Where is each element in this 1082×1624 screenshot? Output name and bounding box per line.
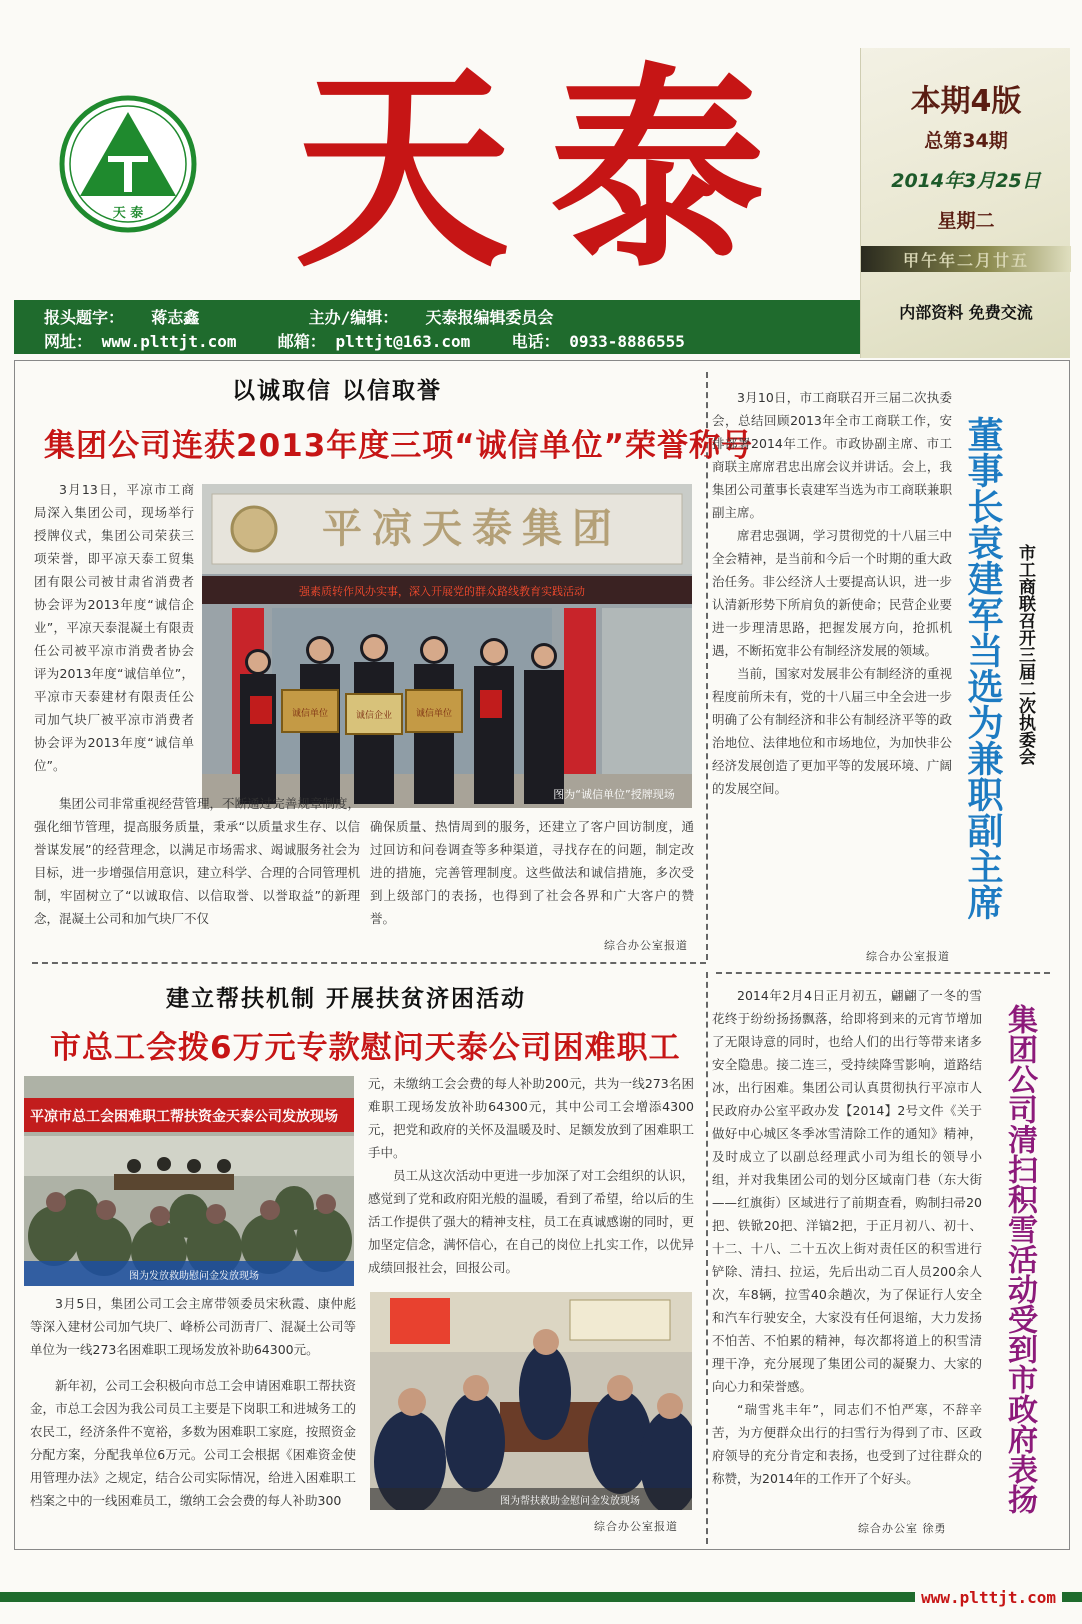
section-separator-right: [716, 972, 1050, 974]
lunar-date: 甲午年二月廿五: [902, 251, 1029, 270]
article3-para4-text: 员工从这次活动中更进一步加深了对工会组织的认识，感觉到了党和政府阳光般的温暖，看到了希望，给以后的生活工作提供了强大的精神支柱，员工在真诚感谢的同时，更加坚定信念，满怀信心，在自己的岗位上扎实工作，以优异成绩回报社会，回报公司。: [368, 1168, 694, 1275]
photo-plaque-1: 诚信单位: [291, 709, 329, 719]
article2-para2: 席君忠强调，学习贯彻党的十八届三中全会精神，是当前和今后一个时期的重大政治任务。非公经济人士要提高认识，进一步认清新形势下所肩负的新使命；民营企业要进一步理清思路，把握发展方向，抢抓机遇，不断拓宽非公有制经济发展的领域。: [712, 528, 952, 658]
article1-photo-caption: 图为“诚信单位”授牌现场: [553, 788, 675, 801]
internal-note: 内部资料 免费交流: [899, 303, 1033, 322]
photo1-banner: 平凉市总工会困难职工帮扶资金天泰公司发放现场: [30, 1109, 338, 1125]
article3-para2: [30, 1374, 356, 1542]
article2-vertical-headline: 董事长袁建军当选为兼职副主席: [962, 416, 1003, 920]
article1-para2-cont: [370, 815, 694, 930]
company-logo: [58, 94, 198, 234]
phone: 0933-8886555: [569, 332, 685, 351]
article1-signature: 综合办公室报道: [604, 939, 688, 952]
masthead-info-bar: [14, 300, 860, 354]
logo-text: 天 泰: [112, 206, 144, 221]
article3-para3-text: 元，未缴纳工会会费的每人补助200元，共为一线273名困难职工现场发放补助64300元，其中公司工会增添4300元，把党和政府的关怀及温暖及时、足额发放到了困难职工手中。: [368, 1076, 694, 1160]
article1-para2a-text: 集团公司非常重视经营管理，不断通过完善规章制度，强化细节管理，提高服务质量，秉承“以质量求生存、以信誉谋发展”的经营理念，以满足市场需求、竭诚服务社会为目标，进一步增强信用意识，建立科学、合理的合同管理机制，牢固树立了“以诚取信、以信取誉、以誉取益”的新理念，混凝土公司和加气块厂不仅: [34, 796, 360, 926]
issue-date: 2014年3月25日: [891, 170, 1041, 192]
article2-para1: 3月10日，市工商联召开三届二次执委会，总结回顾2013年全市工商联工作，安排部署2014年工作。市政协副主席、市工商联主席席君忠出席会议并讲话。会上，我集团公司董事长袁建军当选为市工商联兼职副主席。: [712, 390, 952, 520]
section-separator-left: [32, 962, 706, 964]
article2-vertical-subheadline: 市工商联召开三届二次执委会: [1015, 544, 1035, 765]
photo-sign-text: 平凉天泰集团: [322, 505, 622, 552]
article1-kicker: 以诚取信 以信取誉: [232, 378, 443, 404]
title-writer: 蒋志鑫: [151, 308, 200, 327]
editor-label: 主办/编辑：: [308, 308, 399, 327]
editor: 天泰报编辑委员会: [425, 308, 554, 327]
article1-photo: [202, 484, 692, 808]
column-separator-bottom: [706, 972, 708, 1544]
newspaper-title: [270, 40, 830, 280]
article2-signature: 综合办公室报道: [866, 950, 950, 963]
article3-headline: 市总工会拨6万元专款慰问天泰公司困难职工: [50, 1030, 681, 1066]
article3-signature: 综合办公室报道: [594, 1520, 678, 1533]
article3-kicker: 建立帮扶机制 开展扶贫济困活动: [166, 986, 527, 1012]
article4-para2: “瑞雪兆丰年”，同志们不怕严寒，不辞辛苦，为方便群众出行的扫雪行为得到了市、区政府领导的充分肯定和表扬，也受到了过往群众的称赞，为2014年的工作开了个好头。: [712, 1402, 982, 1486]
article1-headline: 集团公司连获2013年度三项“诚信单位”荣誉称号: [44, 428, 754, 464]
website-label: 网址：: [44, 332, 93, 351]
article2-para3: 当前，国家对发展非公有制经济的重视程度前所未有，党的十八届三中全会进一步明确了公有制经济和非公有制经济平等的政治地位、法律地位和市场地位，为加快非公经济发展创造了更加平等的发展环境、广阔的发展空间。: [712, 666, 952, 796]
article1-para2: [34, 792, 360, 952]
article1-para2b-text: 确保质量、热情周到的服务，还建立了客户回访制度，通过回访和问卷调查等多种渠道，寻找存在的问题，制定改进的措施，完善管理制度。这些做法和诚信措施，多次受到上级部门的表扬，也得到了社会各界和广大客户的赞誉。: [370, 819, 694, 926]
article4-para1: 2014年2月4日正月初五，翩翩了一冬的雪花终于纷纷扬扬飘落，给即将到来的元宵节增加了无限诗意的同时，也给人们的出行等带来诸多安全隐患。接二连三，受持续降雪影响，道路结冰，出行困难。集团公司认真贯彻执行平凉市人民政府办公室平政办发【2014】2号文件《关于做好中心城区冬季冰雪清除工作的通知》精神，及时成立了以副总经理武小司为组长的领导小组，并对我集团公司的划分区域南门巷（东大街——红旗街）区域进行了前期查看，购制扫帚20把、铁锨20把、洋镐2把，于正月初八、初十、十二、十八、二十五次上街对责任区的积雪进行铲除、清扫、拉运，先后出动二百人员200余人次，车8辆，拉雪40余趟次，为了保证行人安全和汽车行驶安全，大家没有任何退缩，大力发扬不怕苦、不怕累的精神，每次都将道上的积雪清理干净，充分展现了集团公司的凝聚力、大家的向心力和荣誉感。: [712, 988, 982, 1394]
article3-para3: [368, 1072, 694, 1282]
issue-total: 总第34期: [924, 130, 1008, 152]
article4-vertical-headline: 集团公司清扫积雪活动受到市政府表扬: [1002, 1004, 1037, 1514]
article4-text: [712, 984, 982, 1524]
info-line-1: [44, 305, 554, 328]
article3-photo2-art: [370, 1292, 692, 1510]
article1-para1: [34, 478, 194, 783]
issue-info-box: [860, 48, 1070, 358]
article4-signature: 综合办公室 徐勇: [858, 1522, 947, 1535]
article3-para1-text: 3月5日，集团公司工会主席带领委员宋秋霞、康仲彪等深入建材公司加气块厂、峰桥公司沥青厂、混凝土公司等单位为一线273名困难职工现场发放补助64300元。: [30, 1296, 356, 1357]
title-calligraphy: 天泰: [295, 43, 805, 280]
issue-weekday: 星期二: [937, 210, 995, 232]
photo-plaque-3: 诚信单位: [415, 709, 453, 719]
photo-led-text: 强素质转作风办实事，深入开展党的群众路线教育实践活动: [299, 585, 585, 598]
masthead: [0, 0, 1082, 360]
article1-photo-art: [202, 484, 692, 808]
article3-photo1-art: [24, 1076, 354, 1286]
article3-para2-text: 新年初，公司工会积极向市总工会申请困难职工帮扶资金，市总工会因为我公司员工主要是下岗职工和进城务工的农民工，经济条件不宽裕，多数为困难职工家庭，按照资金分配方案，分配我单位6万元。公司工会根据《困难资金使用管理办法》之规定，结合公司实际情况，给进入困难职工档案之中的一线困难员工，缴纳工会会费的每人补助300: [30, 1378, 356, 1508]
article2-text: [712, 386, 952, 956]
footer-url[interactable]: www.plttjt.com: [915, 1588, 1062, 1607]
photo2-caption: 图为帮扶救助金慰问金发放现场: [500, 1496, 640, 1507]
issue-pages: 本期4版: [910, 84, 1022, 119]
website-link[interactable]: www.plttjt.com: [101, 332, 237, 351]
article3-para1: [30, 1292, 356, 1362]
email-link[interactable]: plttjt@163.com: [335, 332, 471, 351]
photo-plaque-2: 诚信企业: [355, 711, 393, 721]
title-writer-label: 报头题字：: [44, 308, 125, 327]
info-line-2: [44, 329, 685, 352]
article3-photo2: [370, 1292, 692, 1510]
phone-label: 电话：: [511, 332, 560, 351]
email-label: 邮箱：: [277, 332, 326, 351]
article1-para1-text: 3月13日，平凉市工商局深入集团公司，现场举行授牌仪式，集团公司荣获三项荣誉，即平凉天泰工贸集团有限公司被甘肃省消费者协会评为2013年度“诚信企业”，平凉天泰混凝土有限责任公司被平凉市消费者协会评为2013年度“诚信单位”，平凉市天泰建材有限责任公司加气块厂被平凉市消费者协会评为2013年度“诚信单位”。: [34, 482, 194, 773]
photo1-caption: 图为发放救助慰问金发放现场: [129, 1271, 259, 1282]
article3-photo1: [24, 1076, 354, 1286]
